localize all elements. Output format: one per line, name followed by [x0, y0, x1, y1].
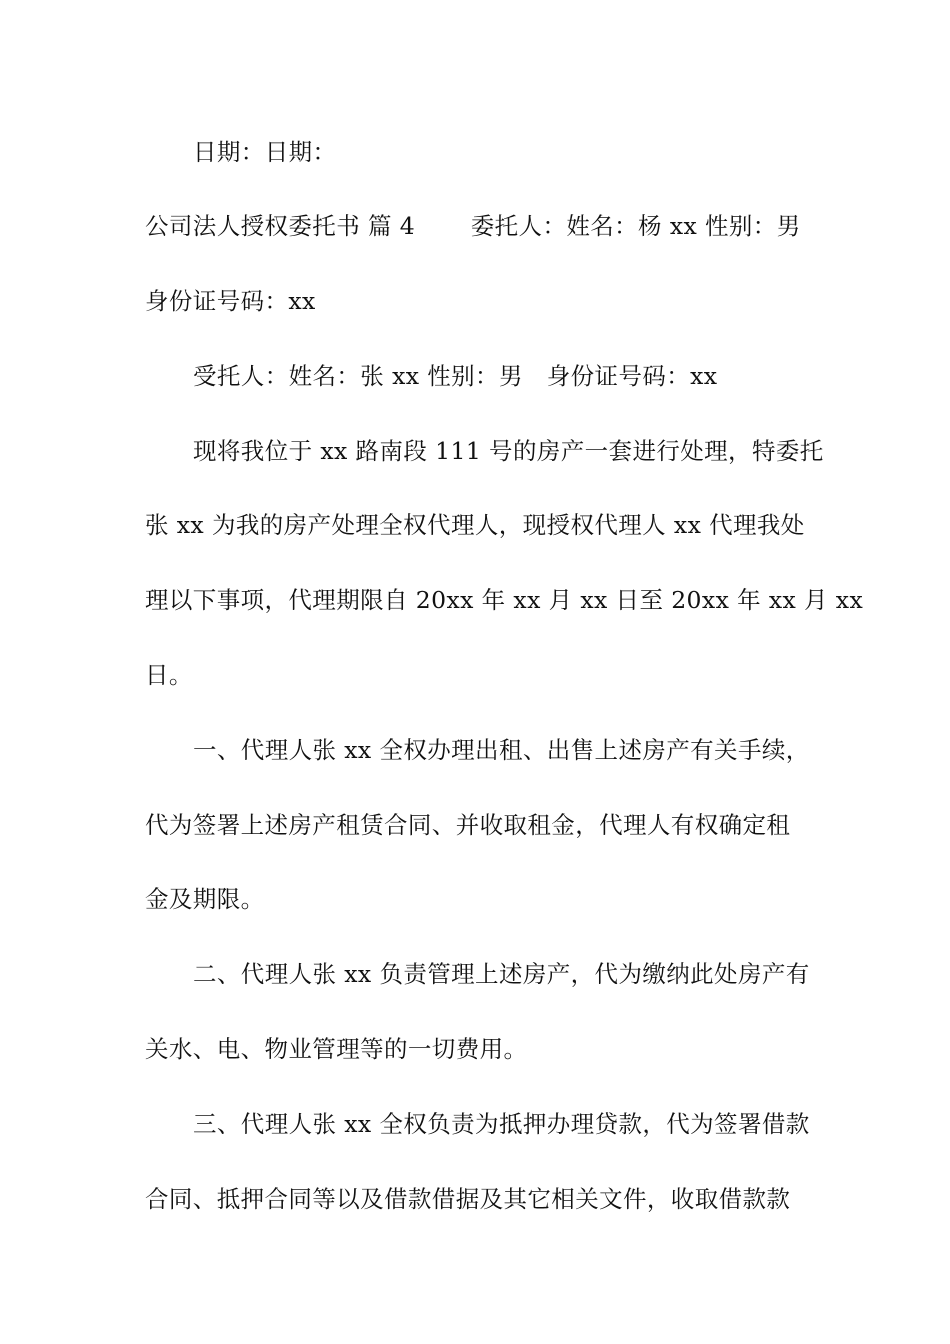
clause-one-line: 金及期限。 — [145, 885, 265, 913]
clause-one-line: 一、代理人张 xx 全权办理出租、出售上述房产有关手续， — [193, 736, 810, 764]
clause-two-line: 关水、电、物业管理等的一切费用。 — [145, 1035, 528, 1063]
clause-three-line: 三、代理人张 xx 全权负责为抵押办理贷款，代为签署借款 — [193, 1110, 810, 1138]
clause-one-line: 代为签署上述房产租赁合同、并收取租金，代理人有权确定租 — [145, 811, 791, 839]
paragraph-line: 张 xx 为我的房产处理全权代理人，现授权代理人 xx 代理我处 — [145, 511, 805, 539]
title-and-principal-line: 公司法人授权委托书 篇 4 委托人：姓名：杨 xx 性别：男 — [145, 212, 801, 240]
clause-two-line: 二、代理人张 xx 负责管理上述房产，代为缴纳此处房产有 — [193, 960, 810, 988]
date-line: 日期：日期： — [193, 138, 337, 166]
paragraph-line: 现将我位于 xx 路南段 111 号的房产一套进行处理，特委托 — [193, 437, 824, 465]
paragraph-line: 理以下事项，代理期限自 20xx 年 xx 月 xx 日至 20xx 年 xx 月 xx — [145, 586, 864, 614]
paragraph-line: 日。 — [145, 661, 193, 689]
clause-three-line: 合同、抵押合同等以及借款借据及其它相关文件，收取借款款 — [145, 1185, 791, 1213]
principal-id-line: 身份证号码：xx — [145, 287, 316, 315]
agent-info-line: 受托人：姓名：张 xx 性别：男 身份证号码：xx — [193, 362, 718, 390]
